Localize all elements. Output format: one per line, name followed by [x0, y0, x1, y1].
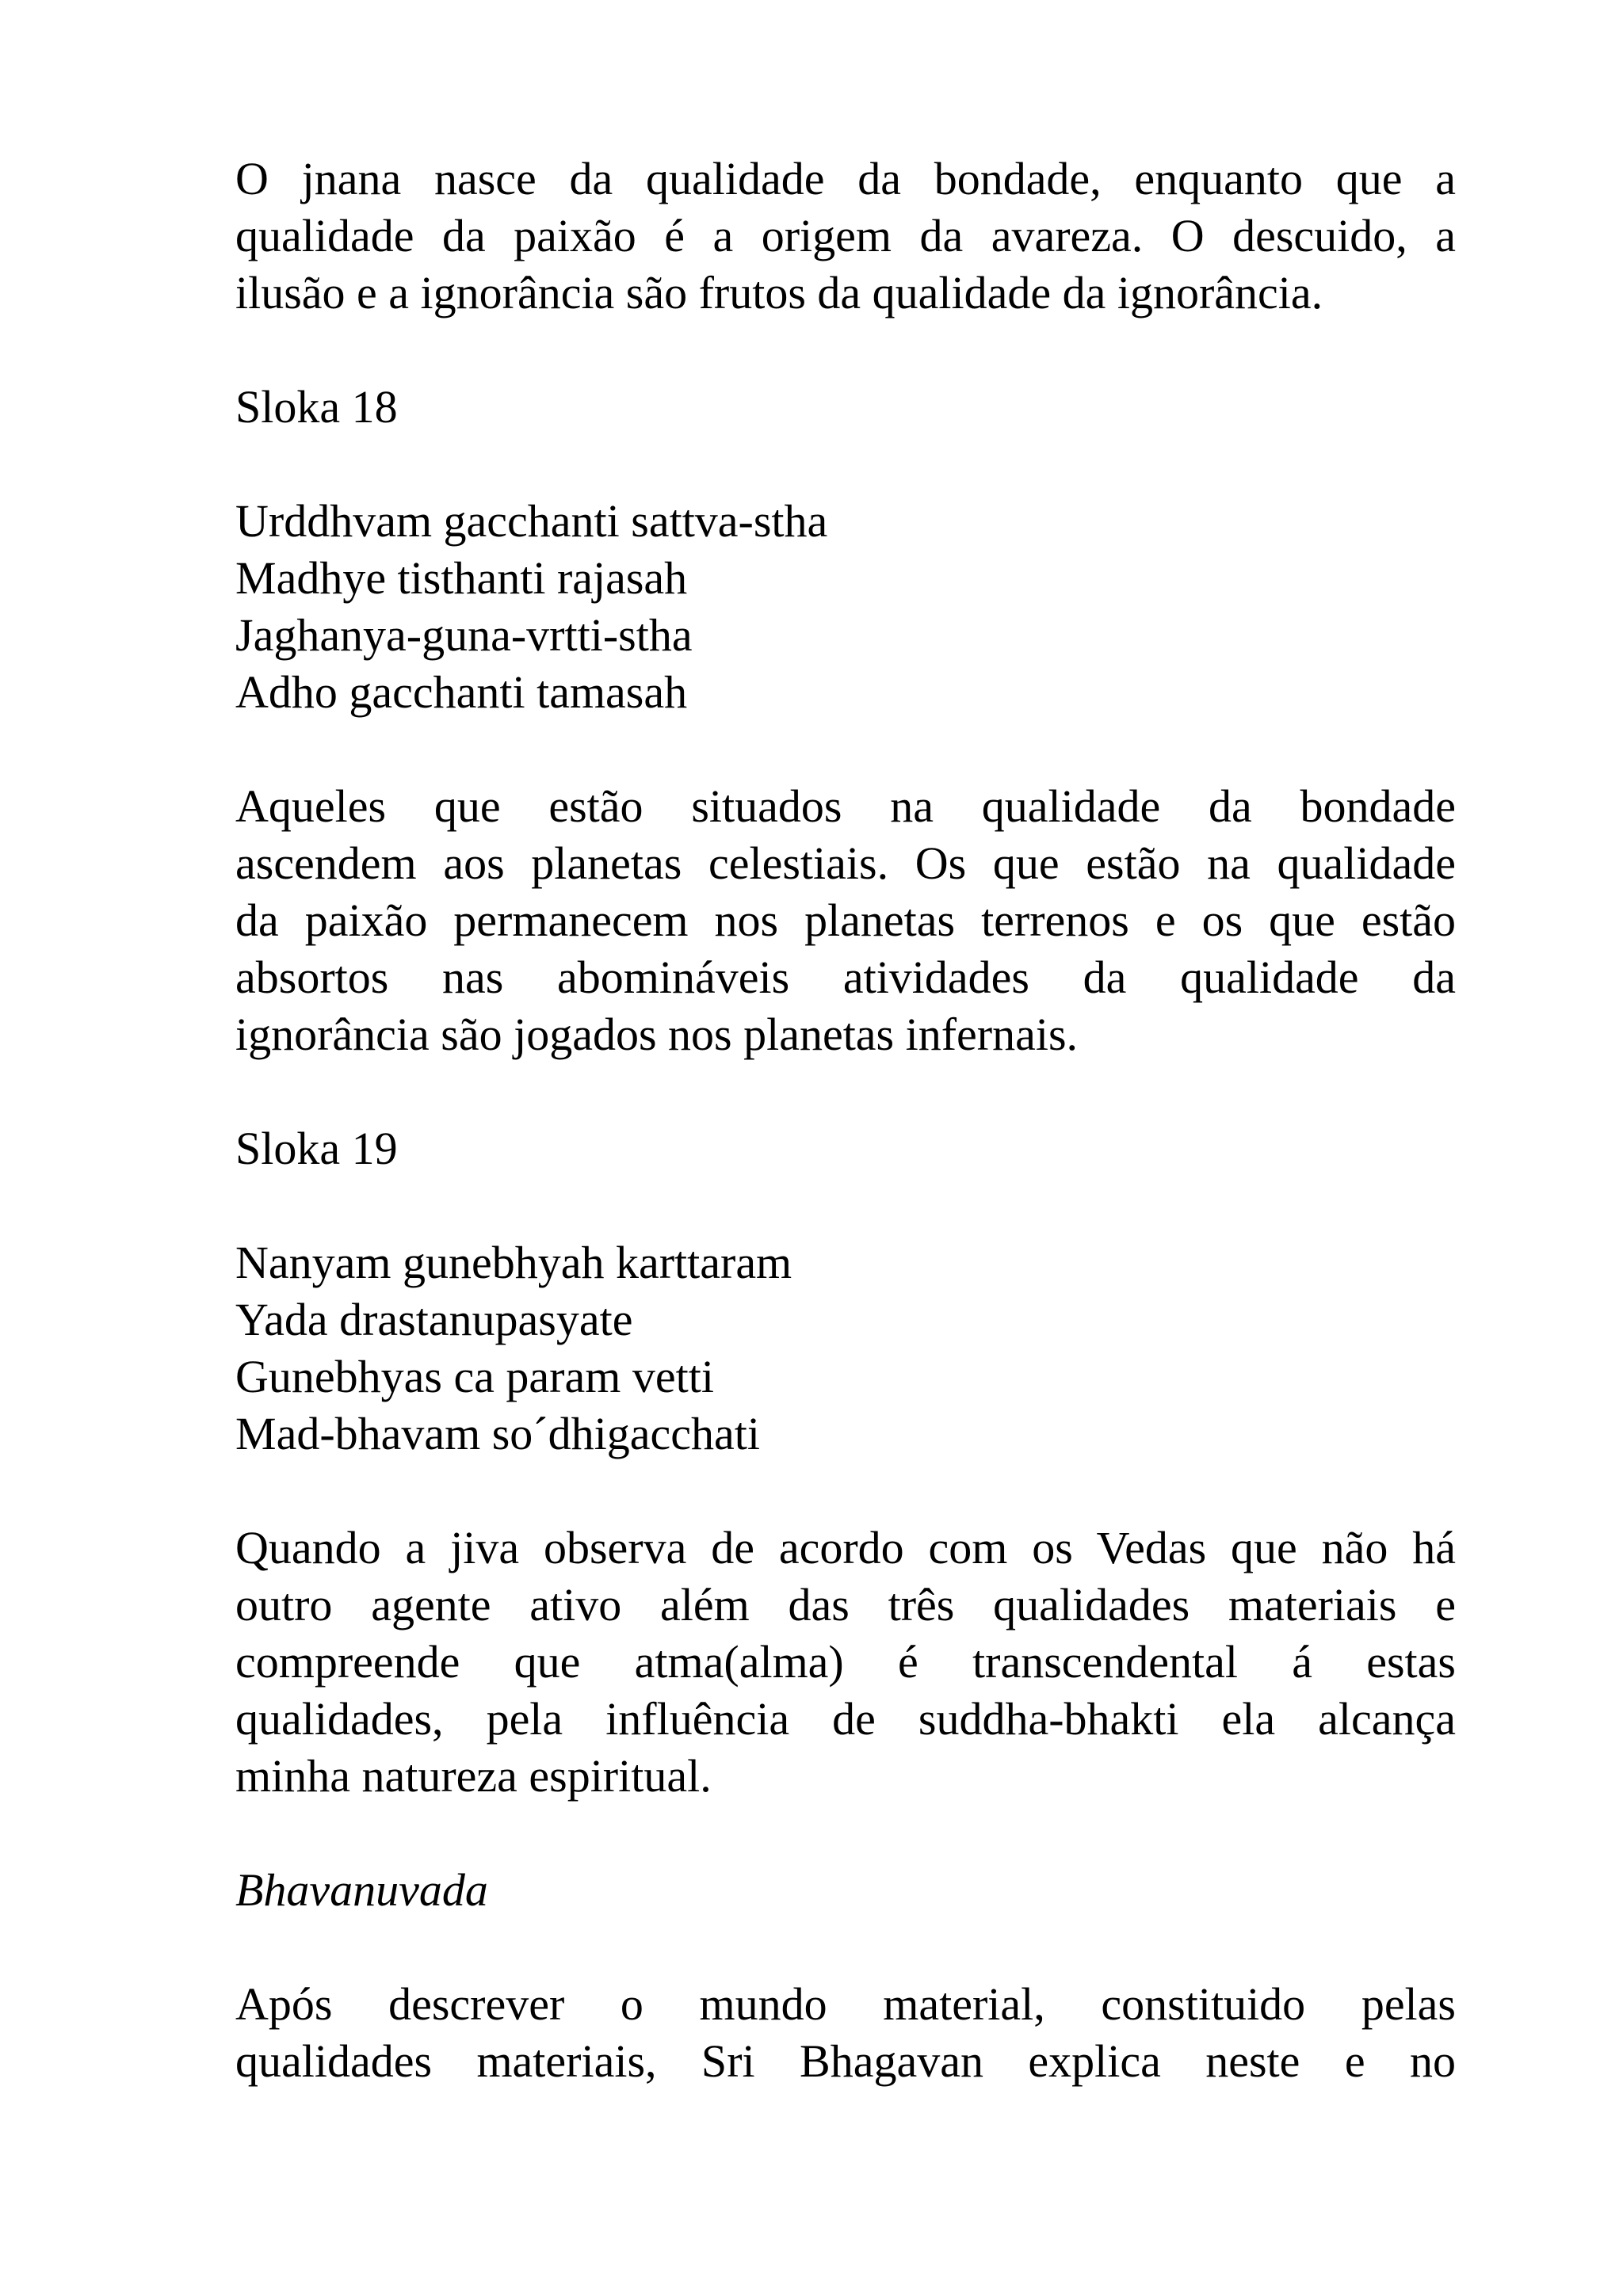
paragraph-bhavanuvada [235, 1976, 1456, 2090]
paragraph-gap [235, 1063, 1456, 1120]
text-line: da paixão permanecem nos planetas terrenos e os que estão [235, 894, 1456, 946]
bhavanuvada-heading: Bhavanuvada [235, 1864, 488, 1916]
verse-line: Yada drastanupasyate [235, 1294, 633, 1345]
sloka-19-verse [235, 1234, 1456, 1463]
text-line: qualidades, pela influência de suddha-bhakti ela alcança [235, 1693, 1456, 1745]
paragraph-gap [235, 322, 1456, 379]
verse-line: Mad-bhavam so´dhigacchati [235, 1408, 760, 1459]
paragraph-sloka-18-translation [235, 778, 1456, 1063]
text-line: ilusão e a ignorância são frutos da qualidade da ignorância. [235, 267, 1323, 318]
verse-line: Madhye tisthanti rajasah [235, 552, 688, 604]
sloka-18-verse [235, 493, 1456, 721]
paragraph-gap [235, 436, 1456, 493]
sloka-18-heading: Sloka 18 [235, 381, 398, 433]
verse-line: Urddhvam gacchanti sattva-stha [235, 495, 828, 547]
verse-line: Nanyam gunebhyah karttaram [235, 1237, 792, 1288]
sloka-19-heading: Sloka 19 [235, 1123, 398, 1174]
text-line: minha natureza espiritual. [235, 1750, 712, 1802]
text-line: outro agente ativo além das três qualidades materiais e [235, 1579, 1456, 1630]
text-line: Quando a jiva observa de acordo com os Vedas que não há [235, 1522, 1456, 1573]
text-line: Aqueles que estão situados na qualidade da bondade [235, 780, 1456, 832]
paragraph-sloka-19-translation [235, 1520, 1456, 1805]
text-line: compreende que atma(alma) é transcendental á estas [235, 1636, 1456, 1688]
text-line: Após descrever o mundo material, constituido pelas [235, 1978, 1456, 2030]
verse-line: Jaghanya-guna-vrtti-stha [235, 609, 693, 661]
paragraph-gap [235, 721, 1456, 778]
text-line: ignorância são jogados nos planetas infernais. [235, 1009, 1079, 1060]
text-line: absortos nas abomináveis atividades da qualidade da [235, 952, 1456, 1003]
document-page [235, 151, 1456, 2090]
paragraph-gap [235, 1177, 1456, 1234]
text-line: O jnana nasce da qualidade da bondade, enquanto que a [235, 153, 1456, 204]
paragraph-jnana [235, 151, 1456, 322]
verse-line: Gunebhyas ca param vetti [235, 1351, 714, 1402]
text-line: qualidade da paixão é a origem da avareza. O descuido, a [235, 210, 1456, 261]
verse-line: Adho gacchanti tamasah [235, 666, 688, 718]
text-line: qualidades materiais, Sri Bhagavan explica neste e no [235, 2035, 1456, 2087]
paragraph-gap [235, 1463, 1456, 1520]
paragraph-gap [235, 1805, 1456, 1862]
text-line: ascendem aos planetas celestiais. Os que estão na qualidade [235, 837, 1456, 889]
paragraph-gap [235, 1919, 1456, 1976]
